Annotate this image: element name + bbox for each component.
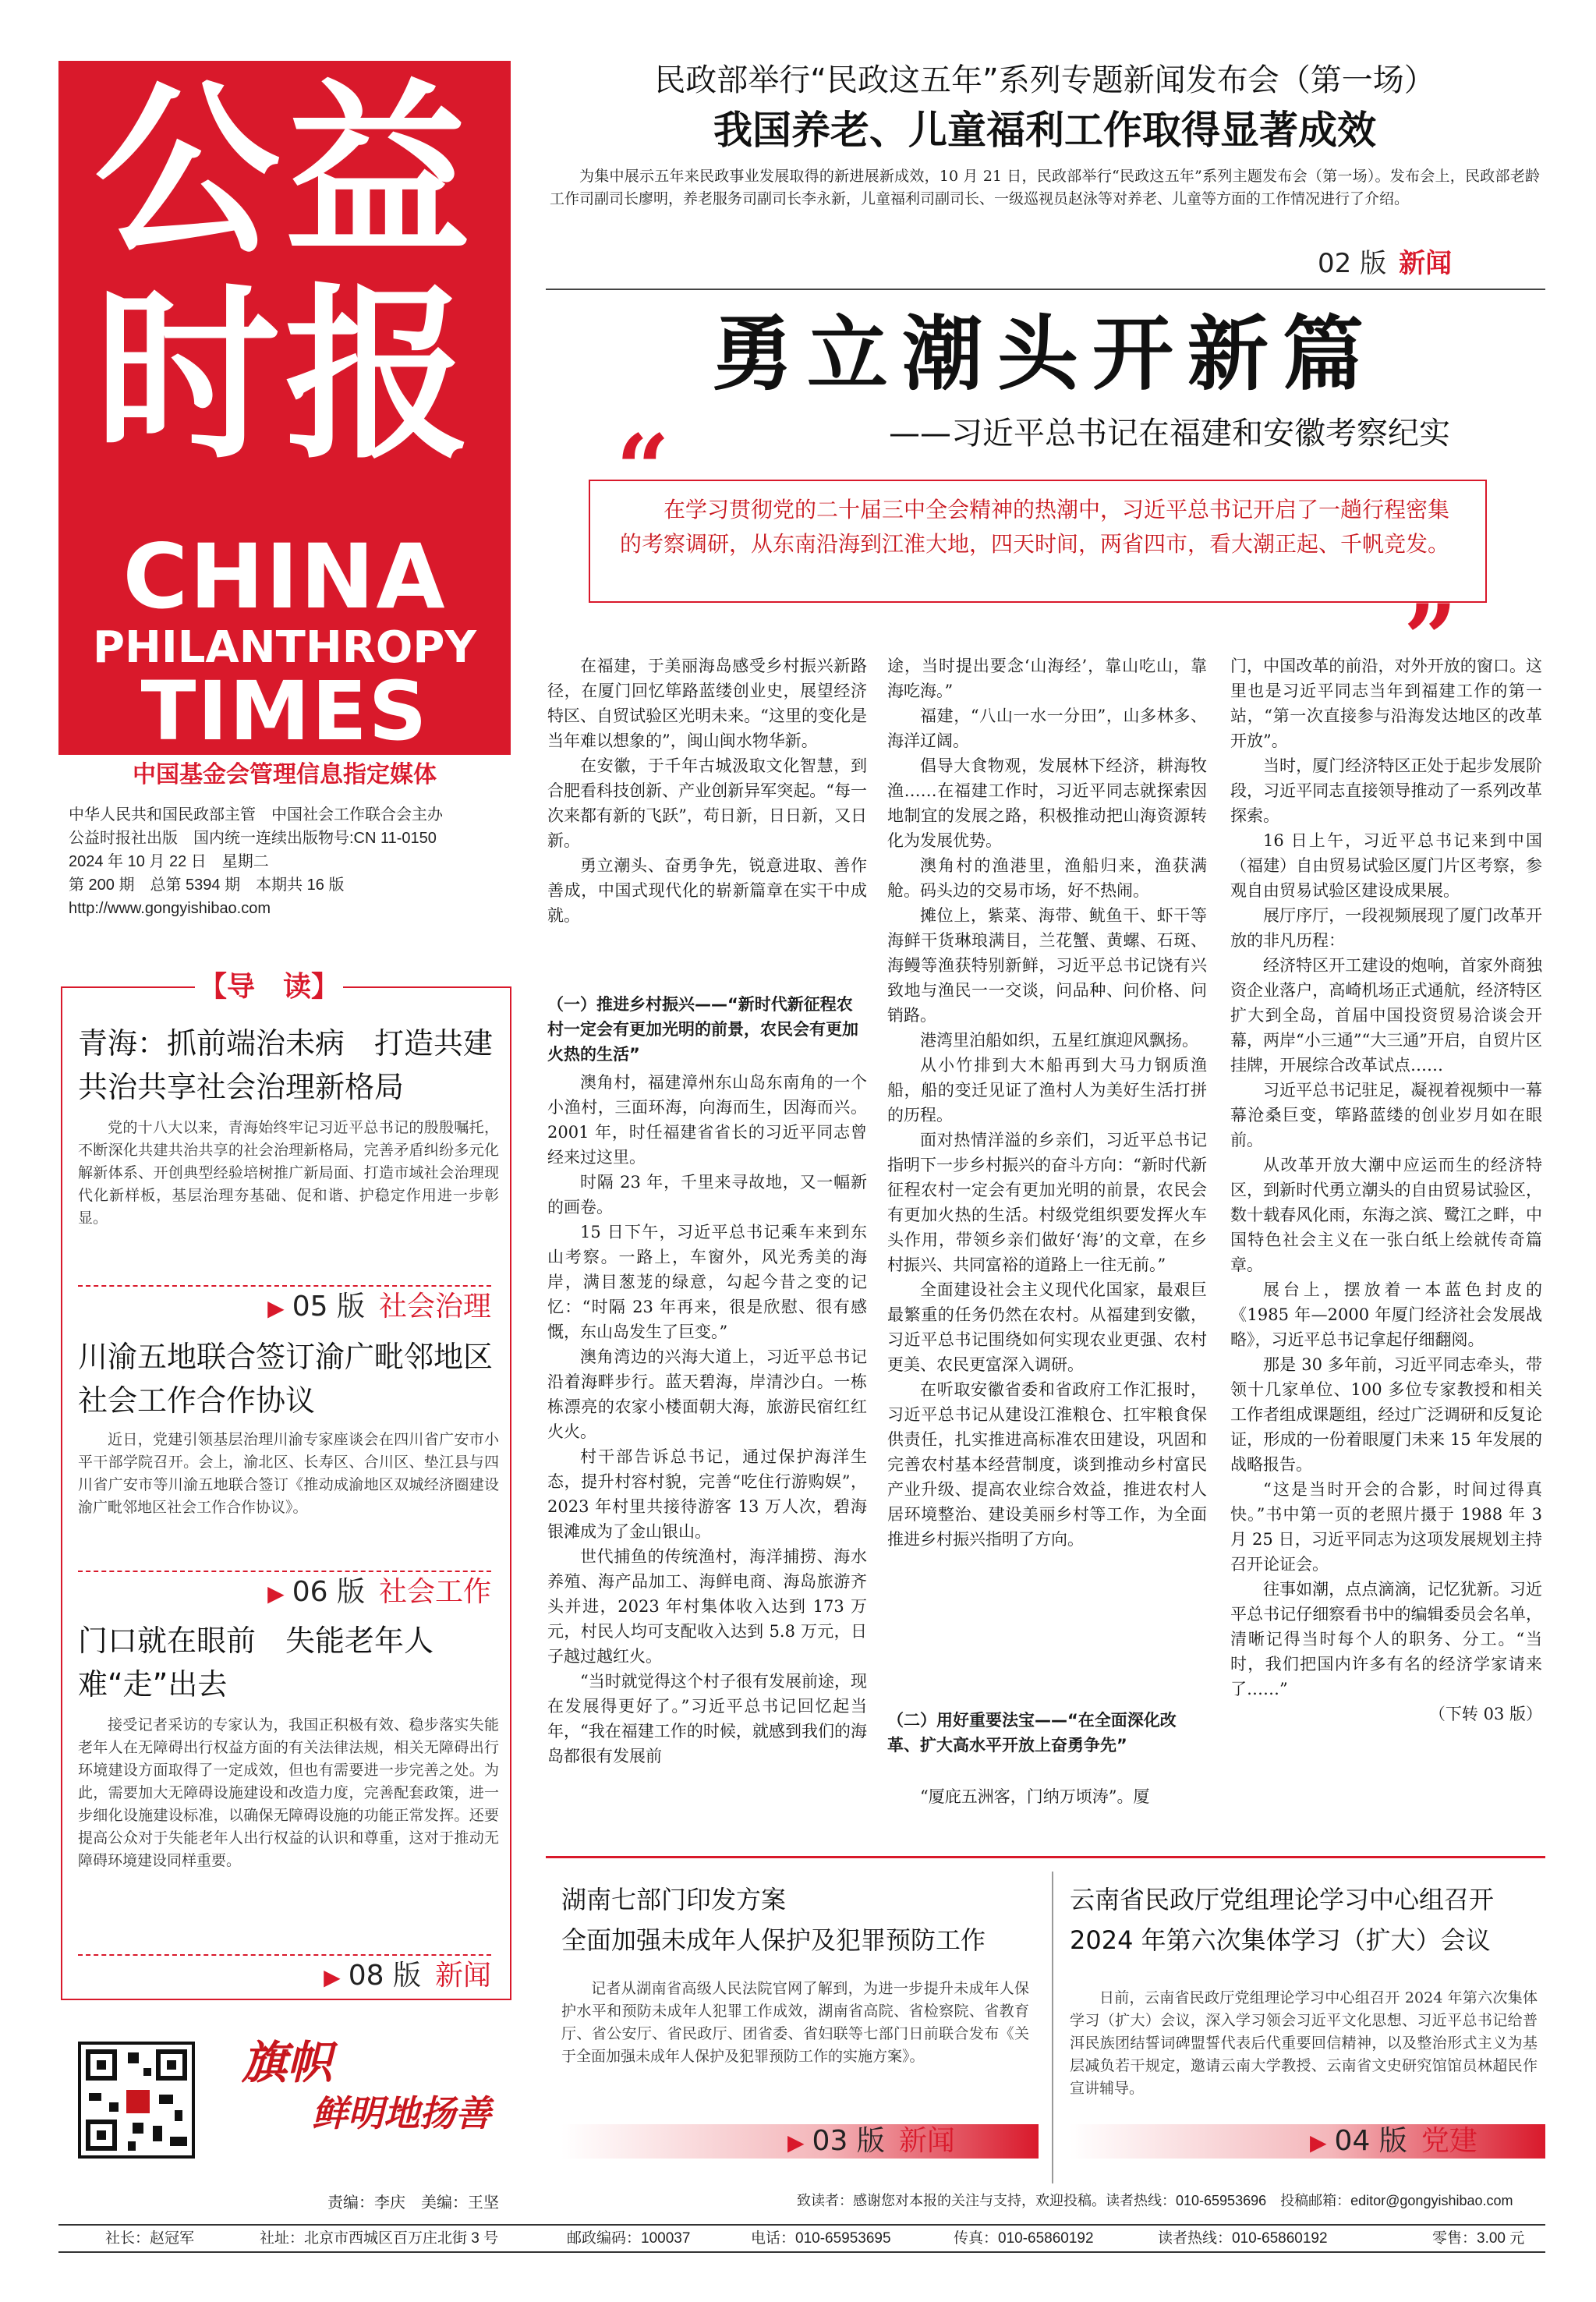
qr-code-icon[interactable]	[78, 2042, 195, 2159]
publication-info-line: 中华人民共和国民政部主管 中国社会工作联合会主办	[69, 806, 443, 823]
top-story-page-ref[interactable]	[1318, 246, 1452, 281]
article-paragraph: 从改革开放大潮中应运而生的经济特区，到新时代勇立潮头的自由贸易试验区，数十载春风化雨，东海之滨、鹭江之畔，中国特色社会主义在一张白纸上绘就传奇篇章。	[1230, 1156, 1542, 1274]
article-paragraph: 港湾里泊船如织，五星红旗迎风飘扬。	[920, 1031, 1198, 1050]
divider	[58, 2251, 1545, 2253]
guide-item-page-ref[interactable]	[78, 1571, 491, 1608]
article-paragraph: 世代捕鱼的传统渔村，海洋捕捞、海水养殖、海产品加工、海鲜电商、海岛旅游齐头并进，2023 年村集体收入达到 173 万元，村民人均可支配收入达到 5.8 万元，日子越过越红火。	[547, 1547, 867, 1666]
article-paragraph: 摊位上，紫菜、海带、鱿鱼干、虾干等海鲜干货琳琅满目，兰花蟹、黄螺、石斑、海鳗等渔获特别新鲜，习近平总书记饶有兴致地与渔民一一交谈，问品种、问价格、问销路。	[887, 906, 1207, 1025]
guide-item-title[interactable]: 川渝五地联合签订渝广毗邻地区社会工作合作协议	[78, 1340, 494, 1418]
article-paragraph: 展厅序厅，一段视频展现了厦门改革开放的非凡历程：	[1230, 906, 1542, 950]
reader-notice: 致读者：感谢您对本报的关注与支持，欢迎投稿。读者热线：010-65953696 投稿邮箱：editor@gongyishibao.com	[797, 2193, 1513, 2208]
divider	[1052, 1872, 1053, 2183]
pull-quote-text: 在学习贯彻党的二十届三中全会精神的热潮中，习近平总书记开启了一趟行程密集的考察调研，从东南沿海到江淮大地，四天时间，两省四市，看大潮正起、千帆竞发。	[620, 497, 1450, 557]
masthead-subtitle: 中国基金会管理信息指定媒体	[133, 761, 437, 788]
article-paragraph: 往事如潮，点点滴滴，记忆犹新。习近平总书记仔细察看书中的编辑委员会名单，清晰记得当时每个人的职务、分工。“当时，我们把国内许多有名的经济学家请来了……”	[1230, 1580, 1542, 1698]
article-paragraph: 门，中国改革的前沿，对外开放的窗口。这里也是习近平同志当年到福建工作的第一站，“第一次直接参与沿海发达地区的改革开放”。	[1230, 657, 1542, 750]
article-paragraph: 从小竹排到大木船再到大马力钢质渔船，船的变迁见证了渔村人为美好生活打拼的历程。	[887, 1056, 1207, 1124]
article-paragraph: 倡导大食物观，发展林下经济，耕海牧渔……在福建工作时，习近平同志就探索因地制宜的发展之路，积极推动把山海资源转化为发展优势。	[887, 756, 1207, 850]
article-paragraph: 当时，厦门经济特区正处于起步发展阶段，习近平同志直接领导推动了一系列改革探索。	[1230, 756, 1542, 825]
masthead-title-en-line3: TIMES	[140, 664, 429, 759]
footer-president: 社长：赵冠军	[105, 2230, 195, 2247]
slogan-line-2: 鲜明地扬善	[312, 2092, 491, 2134]
page-ref-section: 社会工作	[378, 1576, 491, 1608]
publication-info-line: 公益时报社出版 国内统一连续出版物号:CN 11-0150	[69, 830, 437, 847]
page-ref-edition: 06 版	[292, 1576, 365, 1608]
masthead-title-cn	[74, 64, 495, 484]
article-paragraph: 途，当时提出要念‘山海经’，靠山吃山，靠海吃海。”	[887, 657, 1207, 700]
article-paragraph: 全面建设社会主义现代化国家，最艰巨最繁重的任务仍然在农村。从福建到安徽，习近平总书记围绕如何实现农业更强、农村更美、农民更富深入调研。	[887, 1280, 1207, 1374]
bottom-feature-title-line: 湖南七部门印发方案	[561, 1885, 787, 1914]
article-paragraph: 福建，“八山一水一分田”，山多林多、海洋辽阔。	[887, 707, 1207, 750]
page-ref-section: 社会治理	[378, 1291, 491, 1323]
top-story-lead: 为集中展示五年来民政事业发展取得的新进展新成效，10 月 21 日，民政部举行“民政这五年”系列主题发布会（第一场）。发布会上，民政部老龄工作司副司长廖明，养老服务司副司长李永新，儿童福利司副司长、一级巡视员赵泳等对养老、儿童等方面的工作情况进行了介绍。	[550, 168, 1540, 207]
article-paragraph: 经济特区开工建设的炮响，首家外商独资企业落户，高崎机场正式通航，经济特区扩大到全岛，首届中国投资贸易洽谈会开幕，两岸“小三通”“大三通”开启，自贸片区挂牌，开展综合改革试点……	[1230, 956, 1542, 1075]
masthead-title-cn-line2: 时报	[94, 268, 475, 484]
divider	[58, 2224, 1545, 2226]
triangle-right-icon: ▶	[267, 1581, 285, 1606]
open-quote-icon: “	[616, 414, 671, 524]
article-subhead-2: （二）用好重要法宝——“在全面深化改革、扩大高水平开放上奋勇争先”	[887, 1711, 1177, 1755]
footer-fax: 传真：010-65860192	[954, 2230, 1094, 2247]
footer	[58, 2227, 1545, 2251]
triangle-right-icon: ▶	[267, 1295, 285, 1321]
publication-info-line: 2024 年 10 月 22 日 星期二	[69, 853, 269, 870]
guide-item-title[interactable]: 门口就在眼前 失能老年人难“走”出去	[78, 1624, 434, 1702]
logo-icon	[126, 2090, 150, 2113]
masthead-title-cn-line1: 公益	[94, 64, 475, 280]
divider	[546, 289, 1545, 290]
publication-info-line: 第 200 期 总第 5394 期 本期共 16 版	[69, 877, 345, 894]
bottom-feature-page-ref[interactable]	[787, 2121, 955, 2163]
guide-item-page-ref[interactable]	[78, 1285, 491, 1323]
masthead-title-en-line2: PHILANTHROPY	[92, 622, 477, 673]
article-paragraph: “当时就觉得这个村子很有发展前途，现在发展得更好了。”习近平总书记回忆起当年，“我在福建工作的时候，就感到我们的海岛都很有发展前	[547, 1672, 867, 1765]
top-story-title[interactable]: 我国养老、儿童福利工作取得显著成效	[713, 108, 1376, 153]
article-paragraph: 村干部告诉总书记，通过保护海洋生态，提升村容村貌，完善“吃住行游购娱”，2023 年村里共接待游客 13 万人次，碧海银滩成为了金山银山。	[547, 1447, 867, 1541]
bottom-feature-title[interactable]	[1070, 1879, 1545, 1960]
article-paragraph: 澳角湾边的兴海大道上，习近平总书记沿着海畔步行。蓝天碧海，岸清沙白。一栋栋漂亮的农家小楼面朝大海，旅游民宿红红火火。	[547, 1348, 867, 1441]
article-paragraph: 勇立潮头、奋勇争先，锐意进取、善作善成，中国式现代化的崭新篇章在实干中成就。	[547, 856, 867, 925]
footer-address: 社址：北京市西城区百万庄北街 3 号	[260, 2230, 499, 2247]
bottom-feature-text: 日前，云南省民政厅党组理论学习中心组召开 2024 年第六次集体学习（扩大）会议，深入学习领会习近平文化思想、习近平总书记给普洱民族团结誓词碑盟誓代表后代重要回信精神，以及整治形式主义为基层减负若干规定，邀请云南大学教授、云南省文史研究馆馆员林超民作宣讲辅导。	[1070, 1989, 1538, 2097]
close-quote-icon: ”	[1403, 584, 1458, 694]
website-link[interactable]: http://www.gongyishibao.com	[69, 900, 271, 917]
top-story-kicker: 民政部举行“民政这五年”系列专题新闻发布会（第一场）	[654, 62, 1435, 98]
page-ref-edition: 02 版	[1318, 248, 1387, 279]
bottom-feature-text: 记者从湖南省高级人民法院官网了解到，为进一步提升未成年人保护水平和预防未成年人犯罪工作成效，湖南省高院、省检察院、省教育厅、省公安厅、省民政厅、团省委、省妇联等七部门日前联合发布《关于全面加强未成年人保护及犯罪预防工作的实施方案》。	[561, 1980, 1029, 2065]
article-paragraph: 在福建，于美丽海岛感受乡村振兴新路径，在厦门回忆筚路蓝缕创业史，展望经济特区、自贸试验区光明未来。“这里的变化是当年难以想象的”，闽山闽水物华新。	[547, 657, 867, 750]
slogan-calligraphy	[226, 2035, 507, 2137]
page-ref-section: 新闻	[434, 1960, 491, 1992]
article-subhead-1: （一）推进乡村振兴——“新时代新征程农村一定会有更加光明的前景，农民会有更加火热的生活”	[547, 995, 858, 1064]
article-paragraph: 在听取安徽省委和省政府工作汇报时，习近平总书记从建设江淮粮仓、扛牢粮食保供责任，扎实推进高标准农田建设，巩固和完善农村基本经营制度，谈到推动乡村富民产业升级、提高农业综合效益，推进农村人居环境整治、建设美丽乡村等工作，为全面推进乡村振兴指明了方向。	[887, 1380, 1207, 1549]
triangle-right-icon: ▶	[324, 1964, 341, 1990]
article-paragraph: “厦庇五洲客，门纳万顷涛”。厦	[920, 1787, 1150, 1806]
guide-heading: 【导 读】	[195, 969, 343, 1006]
article-column-3	[1230, 653, 1542, 1726]
article-paragraph: 习近平总书记驻足，凝视着视频中一幕幕沧桑巨变，筚路蓝缕的创业岁月如在眼前。	[1230, 1081, 1542, 1149]
page-ref-section: 新闻	[1399, 248, 1453, 279]
slogan-line-1: 旗帜	[242, 2036, 333, 2089]
article-paragraph: 15 日下午，习近平总书记乘车来到东山考察。一路上，车窗外，风光秀美的海岸，满目葱茏的绿意，勾起今昔之变的记忆：“时隔 23 年再来，很是欣慰、很有感慨，东山岛发生了巨变。”	[547, 1223, 867, 1341]
main-story-title[interactable]: 勇立潮头开新篇	[711, 306, 1378, 402]
continued-note[interactable]: （下转 03 版）	[1428, 1705, 1542, 1723]
bottom-feature-title-line: 全面加强未成年人保护及犯罪预防工作	[561, 1925, 986, 1955]
guide-item-text: 接受记者采访的专家认为，我国正积极有效、稳步落实失能老年人在无障碍出行权益方面的有关法律法规，相关无障碍出行环境建设方面取得了一定成效，但也有需要进一步完善之处。为此，需要加大无障碍设施建设和改造力度，完善配套政策，进一步细化设施建设标准，以确保无障碍设施的功能正常发挥。还要提高公众对于失能老年人出行权益的认识和尊重，这对于推动无障碍环境建设同样重要。	[78, 1716, 499, 1869]
page-ref-edition: 08 版	[348, 1960, 421, 1992]
bottom-feature-page-ref[interactable]	[1310, 2121, 1477, 2163]
divider	[546, 1856, 1545, 1858]
editors-credit: 责编：李庆 美编：王坚	[327, 2194, 499, 2212]
article-column-2b	[887, 1784, 1207, 1809]
publication-info	[69, 803, 513, 920]
guide-item-title[interactable]: 青海：抓前端治未病 打造共建共治共享社会治理新格局	[78, 1026, 494, 1104]
footer-hotline: 读者热线：010-65860192	[1158, 2230, 1328, 2247]
article-column-2	[887, 653, 1207, 1552]
page-ref-section: 新闻	[898, 2125, 955, 2157]
guide-item-text: 党的十八大以来，青海始终牢记习近平总书记的殷殷嘱托，不断深化共建共治共享的社会治理新格局，完善矛盾纠纷多元化解新体系、开创典型经验培树推广新局面、打造市域社会治理现代化新样板，基层治理夯基础、促和谐、护稳定作用进一步彰显。	[78, 1119, 499, 1227]
article-paragraph: 16 日上午，习近平总书记来到中国（福建）自由贸易试验区厦门片区考察，参观自由贸易试验区建设成果展。	[1230, 831, 1542, 900]
triangle-right-icon: ▶	[787, 2130, 805, 2155]
article-paragraph: 时隔 23 年，千里来寻故地，又一幅新的画卷。	[547, 1173, 867, 1217]
main-story-subtitle: ——习近平总书记在福建和安徽考察纪实	[889, 416, 1450, 452]
masthead-title-en-line1: CHINA	[122, 525, 447, 629]
article-paragraph: “这是当时开会的合影，时间过得真快。”书中第一页的老照片摄于 1988 年 3 月 25 日，习近平同志为这项发展规划主持召开论证会。	[1230, 1480, 1542, 1574]
article-paragraph: 展台上，摆放着一本蓝色封皮的《1985 年—2000 年厦门经济社会发展战略》，习近平总书记拿起仔细翻阅。	[1230, 1280, 1542, 1349]
triangle-right-icon: ▶	[1310, 2130, 1327, 2155]
article-paragraph: 澳角村的渔港里，渔船归来，渔获满舱。码头边的交易市场，好不热闹。	[887, 856, 1207, 900]
page-ref-edition: 05 版	[292, 1291, 365, 1323]
page-ref-edition: 04 版	[1334, 2125, 1407, 2157]
guide-item-page-ref[interactable]	[78, 1954, 491, 1992]
footer-postcode: 邮政编码：100037	[567, 2230, 691, 2247]
bottom-feature-title-line: 2024 年第六次集体学习（扩大）会议	[1070, 1925, 1491, 1955]
article-paragraph: 澳角村，福建漳州东山岛东南角的一个小渔村，三面环海，向海而生，因海而兴。2001 年，时任福建省省长的习近平同志曾经来过这里。	[547, 1073, 867, 1167]
masthead	[58, 61, 511, 759]
bottom-feature-title-line: 云南省民政厅党组理论学习中心组召开	[1070, 1885, 1495, 1914]
page-ref-section: 党建	[1421, 2125, 1477, 2157]
article-paragraph: 面对热情洋溢的乡亲们，习近平总书记指明下一步乡村振兴的奋斗方向：“新时代新征程农村一定会有更加光明的前景，农民会有更加火热的生活。村级党组织要发挥火车头作用，带领乡亲们做好‘海’的文章，在乡村振兴、共同富裕的道路上一往无前。”	[887, 1131, 1207, 1274]
article-column-1b	[547, 1070, 867, 1769]
article-paragraph: 那是 30 多年前，习近平同志牵头，带领十几家单位、100 多位专家教授和相关工作者组成课题组，经过广泛调研和反复论证，形成的一份着眼厦门未来 15 年发展的战略报告。	[1230, 1355, 1542, 1474]
article-paragraph: 在安徽，于千年古城汲取文化智慧，到合肥看科技创新、产业创新异军突起。“每一次来都有新的飞跃”，苟日新，日日新，又日新。	[547, 756, 867, 850]
page-ref-edition: 03 版	[812, 2125, 885, 2157]
article-column-1	[547, 653, 867, 928]
guide-item-text: 近日，党建引领基层治理川渝专家座谈会在四川省广安市小平干部学院召开。会上，渝北区、长寿区、合川区、垫江县与四川省广安市等川渝五地联合签订《推动成渝地区双城经济圈建设渝广毗邻地区社会工作合作协议》。	[78, 1431, 499, 1516]
footer-phone: 电话：010-65953695	[751, 2230, 891, 2247]
footer-price: 零售：3.00 元	[1432, 2230, 1525, 2247]
bottom-feature-title[interactable]	[561, 1879, 1037, 1960]
